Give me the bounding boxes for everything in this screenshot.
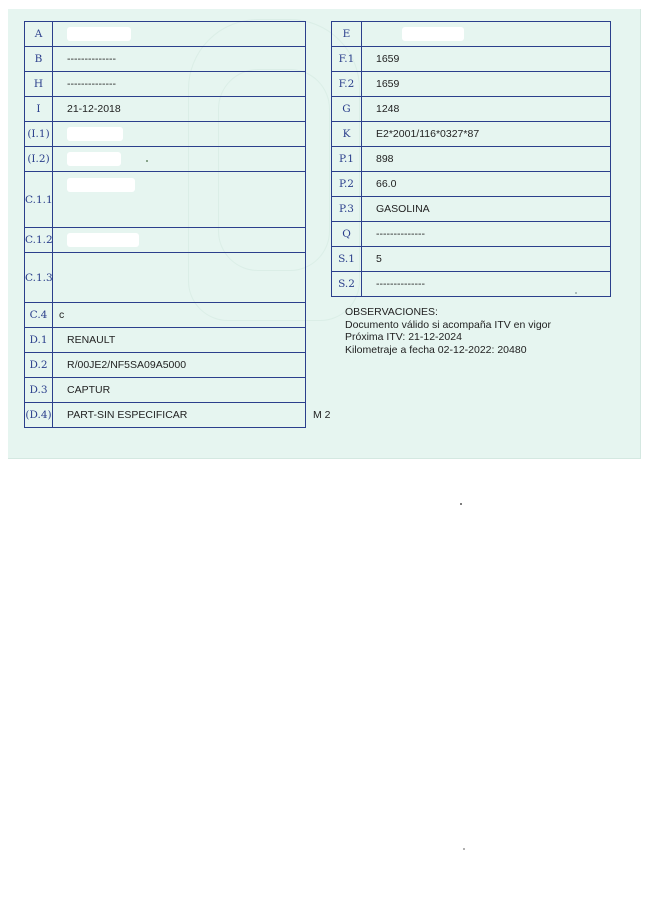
field-row-c13: [25, 253, 306, 303]
field-row-p1: [332, 147, 611, 172]
field-label: A: [25, 22, 53, 47]
field-label: I: [25, 97, 53, 122]
field-label: S.2: [332, 272, 362, 297]
field-value: 21-12-2018: [53, 97, 306, 122]
field-row-d2: [25, 353, 306, 378]
field-label: B: [25, 47, 53, 72]
field-value: 1659: [362, 72, 611, 97]
observations-line: Kilometraje a fecha 02-12-2022: 20480: [345, 343, 527, 356]
field-value: R/00JE2/NF5SA09A5000: [53, 353, 306, 378]
observations-line: Documento válido si acompaña ITV en vigor: [345, 318, 552, 331]
field-label: (I.1): [25, 122, 53, 147]
field-row-q: [332, 222, 611, 247]
field-value: --------------: [362, 222, 611, 247]
field-value: GASOLINA: [362, 197, 611, 222]
field-value-redacted: [53, 228, 306, 253]
field-value: E2*2001/116*0327*87: [362, 122, 611, 147]
field-label: (I.2): [25, 147, 53, 172]
field-row-d1: [25, 328, 306, 353]
field-row-c11: [25, 172, 306, 228]
field-value: [53, 253, 306, 303]
field-label: P.1: [332, 147, 362, 172]
field-label: C.1.2: [25, 228, 53, 253]
field-value-redacted: [53, 22, 306, 47]
field-row-p2: [332, 172, 611, 197]
field-label: S.1: [332, 247, 362, 272]
left-field-table: [24, 21, 306, 428]
m2-mark: M 2: [313, 409, 331, 421]
field-row-c4: [25, 303, 306, 328]
observations-line: Próxima ITV: 21-12-2024: [345, 331, 462, 343]
field-label: K: [332, 122, 362, 147]
scan-speck: [463, 848, 465, 850]
field-label: (D.4): [25, 403, 53, 428]
field-label: D.1: [25, 328, 53, 353]
field-label: F.2: [332, 72, 362, 97]
scan-speck: [460, 503, 462, 505]
field-value: 898: [362, 147, 611, 172]
field-value-redacted: [53, 122, 306, 147]
field-value-redacted: [362, 22, 611, 47]
field-value: --------------: [53, 72, 306, 97]
field-value-redacted: [53, 147, 306, 172]
field-label: P.2: [332, 172, 362, 197]
field-value: 1659: [362, 47, 611, 72]
field-value: PART-SIN ESPECIFICAR: [53, 403, 306, 428]
field-row-f2: [332, 72, 611, 97]
scan-speck: [146, 160, 148, 162]
field-value-redacted: [53, 172, 306, 228]
observations-block: [345, 306, 551, 356]
observations-title: OBSERVACIONES:: [345, 306, 438, 318]
field-value: 1248: [362, 97, 611, 122]
field-row-e: [332, 22, 611, 47]
field-label: P.3: [332, 197, 362, 222]
field-row-i2: [25, 147, 306, 172]
scan-speck: [575, 292, 577, 294]
field-row-d3: [25, 378, 306, 403]
field-row-c12: [25, 228, 306, 253]
field-value: --------------: [53, 47, 306, 72]
field-label: D.3: [25, 378, 53, 403]
field-row-s1: [332, 247, 611, 272]
field-row-d4: [25, 403, 306, 428]
field-row-k: [332, 122, 611, 147]
field-label: H: [25, 72, 53, 97]
field-value: --------------: [362, 272, 611, 297]
field-value: 5: [362, 247, 611, 272]
field-row-i: [25, 97, 306, 122]
field-row-g: [332, 97, 611, 122]
field-label: D.2: [25, 353, 53, 378]
field-label: C.1.1: [25, 172, 53, 228]
field-label: Q: [332, 222, 362, 247]
field-row-p3: [332, 197, 611, 222]
field-label: G: [332, 97, 362, 122]
field-row-s2: [332, 272, 611, 297]
field-label: C.1.3: [25, 253, 53, 303]
right-field-table: [331, 21, 611, 297]
field-label: E: [332, 22, 362, 47]
field-value: 66.0: [362, 172, 611, 197]
field-row-f1: [332, 47, 611, 72]
field-label: C.4: [25, 303, 53, 328]
field-value: c: [53, 303, 306, 328]
field-value: RENAULT: [53, 328, 306, 353]
field-row-a: [25, 22, 306, 47]
field-row-h: [25, 72, 306, 97]
field-label: F.1: [332, 47, 362, 72]
field-row-i1: [25, 122, 306, 147]
field-row-b: [25, 47, 306, 72]
field-value: CAPTUR: [53, 378, 306, 403]
